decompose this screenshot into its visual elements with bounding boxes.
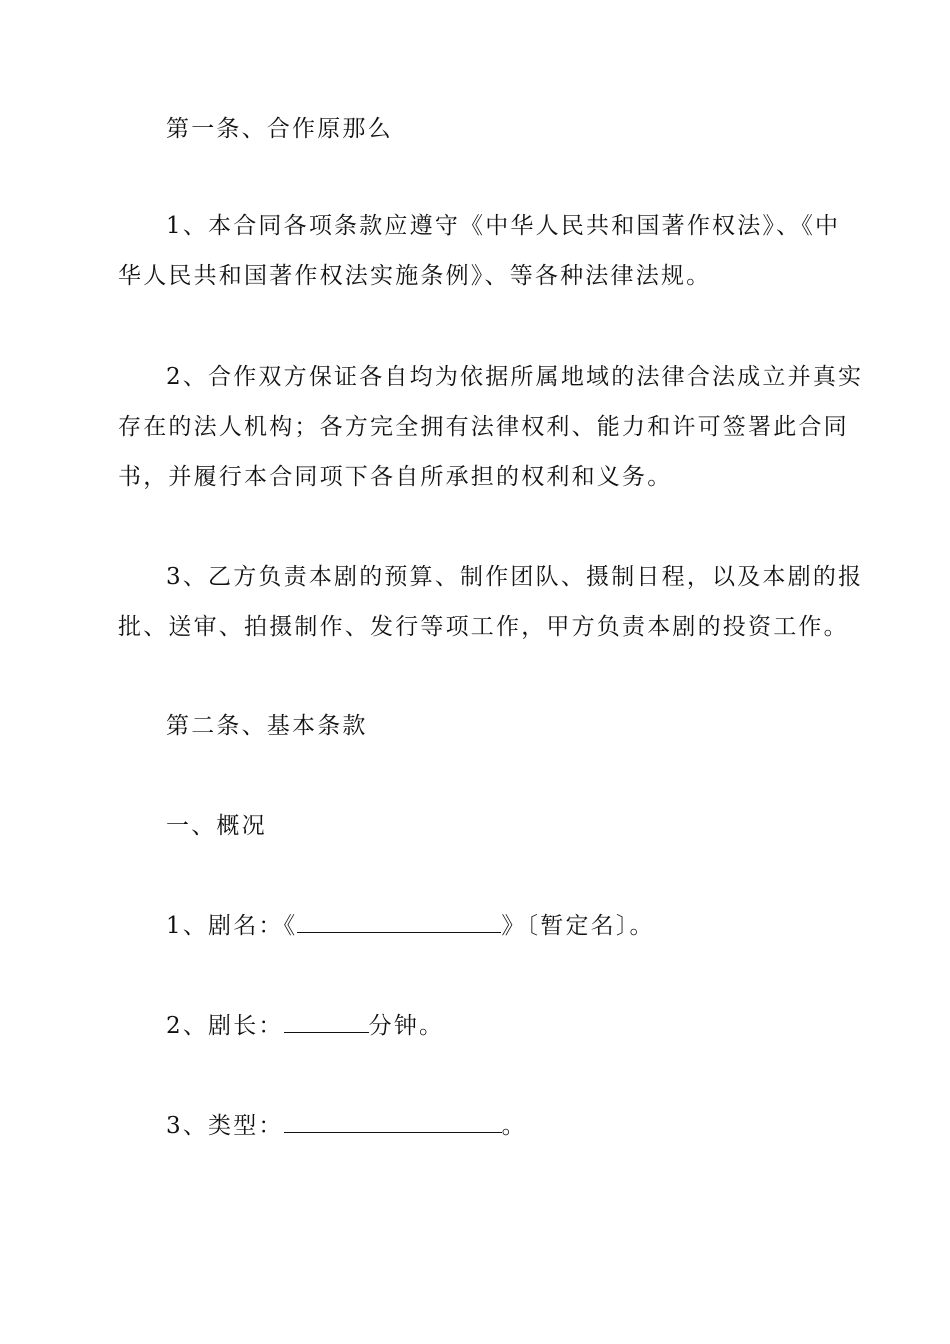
article-1-heading: 第一条、合作原那么	[166, 116, 393, 142]
item-2-prefix: 2、剧长：	[166, 1013, 284, 1039]
clause-3-line-2: 批、送审、拍摄制作、发行等项工作，甲方负责本剧的投资工作。	[118, 614, 849, 640]
item-1-suffix: 》〔暂定名〕。	[501, 913, 655, 939]
title-blank-line[interactable]	[297, 910, 501, 933]
item-2-suffix: 分钟。	[368, 1013, 445, 1039]
clause-2-line-2: 存在的法人机构；各方完全拥有法律权利、能力和许可签署此合同	[118, 414, 849, 440]
clause-2-line-1: 2、合作双方保证各自均为依据所属地域的法律合法成立并真实	[166, 364, 864, 390]
item-3-suffix: 。	[501, 1113, 527, 1139]
section-1-heading: 一、概况	[166, 813, 267, 839]
length-blank-line[interactable]	[284, 1010, 369, 1033]
clause-1-line-2: 华人民共和国著作权法实施条例》、等各种法律法规。	[118, 263, 712, 289]
item-3-type	[166, 1110, 950, 1141]
article-2-heading: 第二条、基本条款	[166, 713, 368, 739]
item-3-prefix: 3、类型：	[166, 1113, 284, 1139]
clause-3-line-1: 3、乙方负责本剧的预算、制作团队、摄制日程，以及本剧的报	[166, 564, 864, 590]
clause-2-line-3: 书，并履行本合同项下各自所承担的权利和义务。	[118, 464, 673, 490]
item-1-title	[166, 910, 950, 941]
item-1-prefix: 1、剧名：《	[166, 913, 298, 939]
item-2-length	[166, 1010, 950, 1041]
clause-1-line-1: 1、本合同各项条款应遵守《中华人民共和国著作权法》、《中	[166, 213, 841, 239]
type-blank-line[interactable]	[284, 1110, 502, 1133]
